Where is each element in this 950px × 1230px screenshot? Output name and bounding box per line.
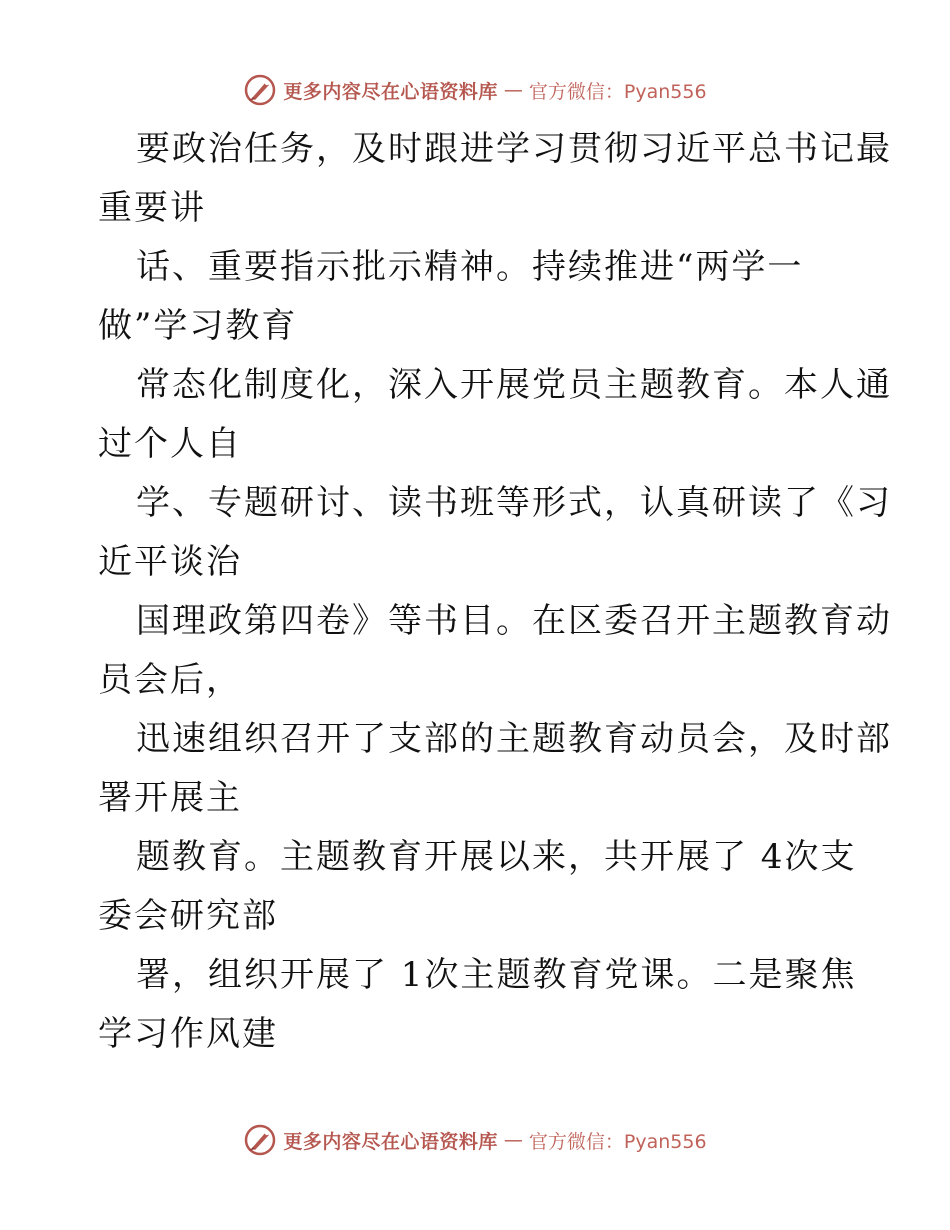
paragraph-line: 署，组织开展了 1次主题教育党课。二是聚焦: [136, 955, 857, 995]
ink-pen-logo-icon: [243, 73, 277, 107]
paragraph-line: 员会后，: [98, 660, 242, 700]
paragraph-line: 学习作风建: [98, 1014, 278, 1054]
wechat-id: 官方微信：Pyan556: [528, 1130, 707, 1153]
brand-banner: [243, 73, 706, 107]
wechat-id: 官方微信：Pyan556: [528, 80, 707, 103]
brand-title: 更多内容尽在心语资料库: [283, 80, 498, 103]
ink-pen-logo-icon: [243, 1123, 277, 1157]
brand-banner: [243, 1123, 706, 1157]
page-footer: [0, 1120, 950, 1160]
paragraph-line: 过个人自: [98, 424, 242, 464]
paragraph-line: 话、重要指示批示精神。持续推进“两学一: [136, 247, 804, 287]
paragraph-line: 做”学习教育: [98, 306, 298, 346]
paragraph-line: 重要讲: [98, 188, 206, 228]
paragraph-line: 迅速组织召开了支部的主题教育动员会，及时部: [136, 719, 892, 759]
paragraph-line: 国理政第四卷》等书目。在区委召开主题教育动: [136, 601, 892, 641]
brand-separator: —: [503, 1129, 523, 1151]
paragraph-line: 题教育。主题教育开展以来，共开展了 4次支: [136, 837, 857, 877]
brand-separator: —: [503, 79, 523, 101]
paragraph-line: 学、专题研讨、读书班等形式，认真研读了《习: [136, 483, 892, 523]
paragraph-line: 常态化制度化，深入开展党员主题教育。本人通: [136, 365, 892, 405]
paragraph-line: 委会研究部: [98, 896, 278, 936]
paragraph-line: 署开展主: [98, 778, 242, 818]
brand-title: 更多内容尽在心语资料库: [283, 1130, 498, 1153]
paragraph-line: 近平谈治: [98, 542, 242, 582]
page-header: [0, 70, 950, 110]
paragraph-line: 要政治任务，及时跟进学习贯彻习近平总书记最: [136, 129, 892, 169]
document-body: [98, 120, 892, 1064]
